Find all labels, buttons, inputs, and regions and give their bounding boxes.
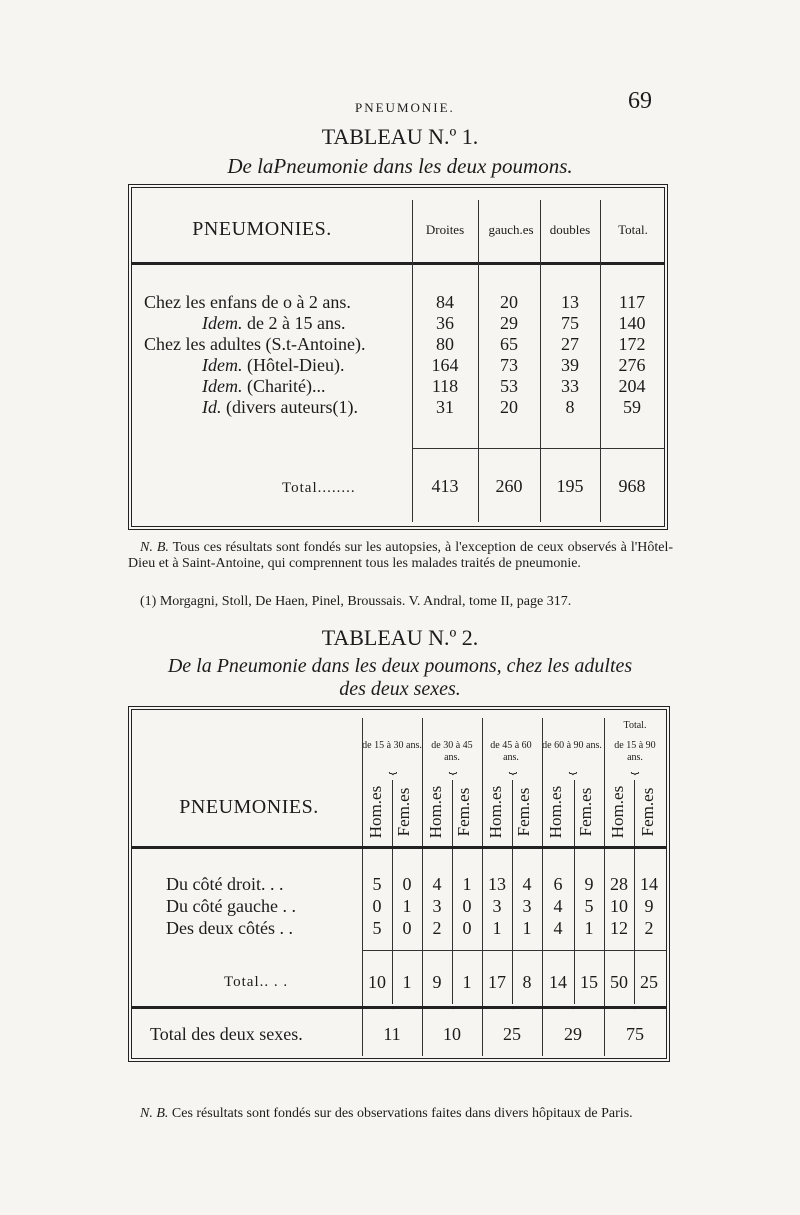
- table1-cell: 8: [565, 397, 575, 417]
- table2-age-group: de 15 à 30 ans.: [362, 740, 422, 751]
- table2-sex-header: Hom.es: [546, 785, 565, 839]
- table2-row-label: Des deux côtés . .: [166, 918, 293, 938]
- brace-icon: ⏟: [388, 994, 396, 1009]
- table2-cell: 0: [462, 918, 472, 938]
- table2-cell: 4: [432, 874, 442, 894]
- running-head: PNEUMONIE.: [355, 100, 455, 115]
- table1-row-label: Id. (divers auteurs(1).: [202, 397, 358, 417]
- table2-total-sexes-cell: 10: [443, 1024, 461, 1044]
- table1-footnote: (1) Morgagni, Stoll, De Haen, Pinel, Broussais. V. Andral, tome II, page 317.: [140, 594, 572, 609]
- table1-cell: 13: [561, 292, 579, 312]
- brace-icon: ⏟: [508, 760, 516, 775]
- table2-subtotal-rule: [362, 950, 666, 951]
- note-text: Tous ces résultats sont fondés sur les autopsies, à l'exception de ceux observés à l'Hôtel-Dieu et à Saint-Antoine, qui comprennent tous les malades traités de pneumonie.: [128, 540, 673, 571]
- table1-subtitle: De laPneumonie dans les deux poumons.: [227, 154, 573, 178]
- table1-cell: 65: [500, 334, 518, 354]
- table1-cell: 29: [500, 313, 518, 333]
- table1-total-cell: 260: [495, 476, 523, 496]
- table2-total-sexes-cell: 75: [626, 1024, 644, 1044]
- table1-cell: 117: [618, 292, 646, 312]
- table1-cell: 140: [618, 313, 646, 333]
- brace-icon: ⏟: [448, 760, 456, 775]
- table2-total-cell: 10: [368, 972, 386, 992]
- note-text: Ces résultats sont fondés sur des observations faites dans divers hôpitaux de Paris.: [171, 1106, 633, 1121]
- table1-col-droites: Droites: [425, 222, 465, 237]
- brace-icon: ⏟: [448, 994, 456, 1009]
- brace-icon: ⏟: [568, 760, 576, 775]
- table1-row-label: Idem. (Charité)...: [202, 376, 326, 396]
- table2-total-cell: 25: [640, 972, 658, 992]
- table2-cell: 14: [640, 874, 658, 894]
- table2-cell: 1: [584, 918, 594, 938]
- table1-cell: 31: [436, 397, 454, 417]
- table2-total-group-header: Total.: [623, 720, 647, 731]
- table2-total-sexes-cell: 29: [564, 1024, 582, 1044]
- table1-header-label: PNEUMONIES.: [192, 218, 332, 240]
- table2-sex-header: Fem.es: [638, 787, 657, 837]
- table2-age-group: de 30 à 45 ans.: [431, 740, 473, 763]
- brace-icon: ⏟: [388, 760, 396, 775]
- table1-cell: 53: [500, 376, 518, 396]
- table1-note: [128, 540, 673, 572]
- table2-cell: 3: [522, 896, 532, 916]
- table1-total-cell: 195: [556, 476, 584, 496]
- table2-subtitle-2: des deux sexes.: [339, 678, 461, 700]
- table1-cell: 80: [436, 334, 454, 354]
- nb-abbreviation: N. B.: [140, 540, 169, 555]
- table1-cell: 20: [500, 397, 518, 417]
- table2-cell: 2: [644, 918, 654, 938]
- brace-icon: ⏟: [630, 760, 638, 775]
- table2-cell: 4: [522, 874, 532, 894]
- table1-cell: 204: [618, 376, 646, 396]
- table1-cell: 73: [500, 355, 518, 375]
- table2-cell: 10: [610, 896, 628, 916]
- table1-cell: 164: [431, 355, 459, 375]
- table1-cell: 27: [561, 334, 579, 354]
- table2-cell: 9: [644, 896, 654, 916]
- table1-col-doubles: doubles: [549, 222, 591, 237]
- table1-row-label: Idem. de 2 à 15 ans.: [202, 313, 346, 333]
- table2-sex-header: Fem.es: [576, 787, 595, 837]
- table1-col-gauches: gauch.es: [488, 222, 534, 237]
- table2-sex-header: Fem.es: [454, 787, 473, 837]
- table1-cell: 39: [561, 355, 579, 375]
- table1-col-total: Total.: [618, 222, 648, 237]
- table1-cell: 33: [561, 376, 579, 396]
- table2-cell: 2: [432, 918, 442, 938]
- table2-cell: 9: [584, 874, 594, 894]
- table2-total-sexes-cell: 11: [383, 1024, 401, 1044]
- table2-cell: 13: [488, 874, 506, 894]
- table2-sex-header: Hom.es: [366, 785, 385, 839]
- table2-cell: 3: [492, 896, 502, 916]
- table1-total-cell: 413: [431, 476, 459, 496]
- table2-sex-header: Hom.es: [486, 785, 505, 839]
- table2-cell: 1: [402, 896, 412, 916]
- table2-note: [128, 1106, 673, 1122]
- table2-cell: 4: [553, 896, 563, 916]
- table2-total-sexes-label: Total des deux sexes.: [150, 1024, 303, 1044]
- table2-age-group: de 60 à 90 ans.: [542, 740, 602, 751]
- brace-icon: ⏟: [630, 994, 638, 1009]
- table1-cell: 59: [623, 397, 641, 417]
- table1-total-rule: [412, 448, 664, 449]
- table2-total-cell: 17: [488, 972, 506, 992]
- table1-row-label: Chez les adultes (S.t-Antoine).: [144, 334, 366, 354]
- table2-total-cell: 50: [610, 972, 628, 992]
- table2-cell: 5: [372, 874, 382, 894]
- table2-sex-header: Fem.es: [394, 787, 413, 837]
- table2-total-cell: 14: [549, 972, 567, 992]
- table2-cell: 0: [462, 896, 472, 916]
- table1-cell: 20: [500, 292, 518, 312]
- table2-cell: 3: [432, 896, 442, 916]
- brace-icon: ⏟: [508, 994, 516, 1009]
- table1-row-label: Chez les enfans de o à 2 ans.: [144, 292, 351, 312]
- table1: [128, 184, 668, 530]
- table2-total-label: Total.. . .: [224, 974, 289, 990]
- table2-row-label: Du côté droit. . .: [166, 874, 284, 894]
- table1-header-rule: [132, 262, 664, 265]
- table2-age-group: de 15 à 90 ans.: [614, 740, 656, 763]
- table2-cell: 0: [402, 918, 412, 938]
- table2-cell: 0: [372, 896, 382, 916]
- table2-header-label: PNEUMONIES.: [179, 796, 319, 818]
- table2-total-cell: 8: [522, 972, 532, 992]
- table2-row-label: Du côté gauche . .: [166, 896, 296, 916]
- table2-cell: 5: [584, 896, 594, 916]
- table2-total-cell: 1: [402, 972, 412, 992]
- table2-cell: 6: [553, 874, 563, 894]
- table2-age-group: de 45 à 60 ans.: [490, 740, 532, 763]
- table2-cell: 12: [610, 918, 628, 938]
- table2: [128, 706, 670, 1062]
- table2-cell: 4: [553, 918, 563, 938]
- table2-cell: 28: [610, 874, 628, 894]
- table1-row-label: Idem. (Hôtel-Dieu).: [202, 355, 345, 375]
- table2-sex-header: Hom.es: [608, 785, 627, 839]
- brace-icon: ⏟: [568, 994, 576, 1009]
- table2-cell: 1: [462, 874, 472, 894]
- table1-total-cell: 968: [618, 476, 646, 496]
- table2-total-cell: 15: [580, 972, 598, 992]
- table2-sex-header: Hom.es: [426, 785, 445, 839]
- table2-total-cell: 9: [432, 972, 442, 992]
- table2-cell: 5: [372, 918, 382, 938]
- page-number: 69: [628, 88, 652, 114]
- table2-cell: 1: [492, 918, 502, 938]
- table1-cell: 172: [618, 334, 646, 354]
- table2-cell: 0: [402, 874, 412, 894]
- table1-title: TABLEAU N.º 1.: [321, 124, 479, 149]
- table2-sexes-rule: [132, 1006, 666, 1009]
- table2-title: TABLEAU N.º 2.: [321, 625, 479, 650]
- table1-cell: 75: [561, 313, 579, 333]
- table1-total-label: Total........: [282, 480, 356, 496]
- table2-header-rule: [132, 846, 666, 849]
- table2-cell: 1: [522, 918, 532, 938]
- table2-subtitle: De la Pneumonie dans les deux poumons, chez les adultes: [167, 655, 633, 677]
- table2-sex-header: Fem.es: [514, 787, 533, 837]
- table2-total-cell: 1: [462, 972, 472, 992]
- table1-cell: 36: [436, 313, 454, 333]
- table1-cell: 276: [618, 355, 646, 375]
- table1-cell: 118: [431, 376, 459, 396]
- table2-total-sexes-cell: 25: [503, 1024, 521, 1044]
- table1-cell: 84: [436, 292, 454, 312]
- nb-abbreviation: N. B.: [140, 1106, 169, 1121]
